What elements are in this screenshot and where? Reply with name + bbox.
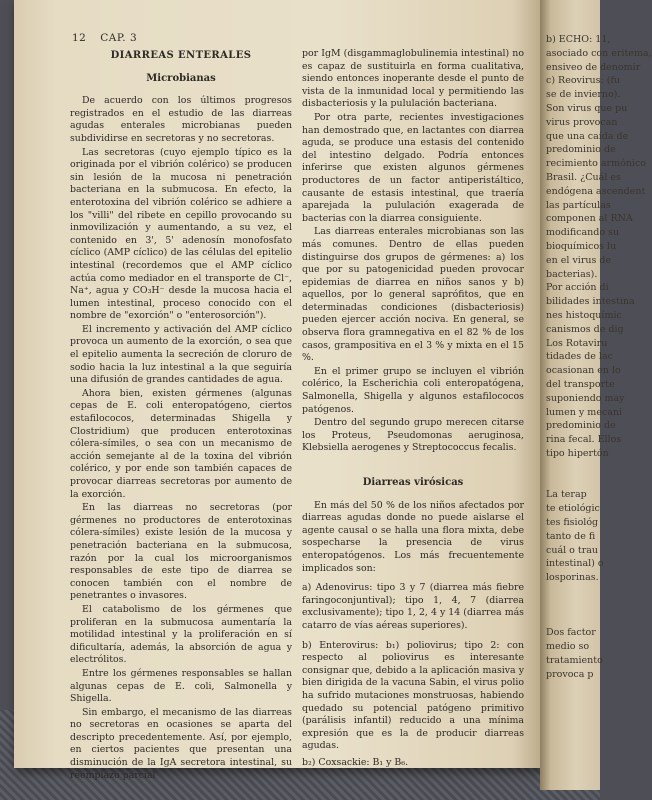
facing-page-line: Dos factor bbox=[546, 627, 596, 639]
facing-page-line: Por acción di bbox=[546, 282, 609, 294]
paragraph: En las diarreas no secretoras (por gérmenes no productores de enterotoxinas cólera-símiles) existe lesión de la mucosa y penetración bacteriana en la submucosa, razón por la cual los microorganismos responsables de este tipo de diarrea se conocen también con el nombre de penetrantes o invasores. bbox=[70, 502, 292, 602]
facing-page-line: las partículas bbox=[546, 199, 611, 211]
paragraph: En el primer grupo se incluyen el vibrión colérico, la Escherichia coli enteropatógena, Salmonella, Shigella y algunos estafilococos patógenos. bbox=[302, 365, 524, 415]
facing-page-line: medio so bbox=[546, 641, 590, 653]
paragraph: Por otra parte, recientes investigaciones han demostrado que, en lactantes con diarrea aguda, se produce una estasis del contenido del intestino delgado. Podría entonces inferirse que existen algunos gérmenes productores de un factor antiperistáltico, causante de estasis intestinal, que traería aparejada la pululación exagerada de bacterias con la diarrea consiguiente. bbox=[302, 111, 524, 224]
facing-page-line: tes fisiológ bbox=[546, 517, 599, 528]
facing-page-line: provoca p bbox=[546, 668, 594, 680]
facing-page-line: tanto de fi bbox=[546, 530, 596, 542]
facing-page-line: asociado con eritema, bbox=[546, 47, 652, 59]
facing-page-line: cuál o trau bbox=[546, 544, 599, 556]
list-item: b) Enterovirus: b₁) poliovirus; tipo 2: con respecto al poliovirus es interesante consignar que, debido a la aplicación masiva y bien dirigida de la vacuna Sabin, el virus polio ha sufrido mutaciones monstruosas, habiendo quedado su potencial patógeno primitivo (parálisis infantil) reducido a una mínima expresión que es la de producir diarreas agudas. bbox=[302, 639, 524, 752]
facing-page-line: Brasil. ¿Cuál es bbox=[546, 172, 621, 183]
facing-page-line: predominio de bbox=[546, 144, 616, 156]
facing-page-line: tidades de lac bbox=[546, 351, 613, 363]
paragraph: El incremento y activación del AMP cíclico provoca un aumento de la exorción, o sea que el epitelio aumenta la secreción de cloruro de sodio hacia la luz intestinal a la que seguiría una difusión de grandes cantidades de agua. bbox=[70, 323, 292, 386]
facing-page-line: lumen y mecani bbox=[546, 406, 623, 418]
facing-page-line: predominio de bbox=[546, 420, 616, 432]
facing-page-line: canismos de dig bbox=[546, 323, 624, 335]
facing-page-line: b) ECHO: 11, bbox=[546, 34, 611, 45]
facing-page-line: se de invierno). bbox=[546, 89, 621, 101]
facing-page-line: componen al RNA bbox=[546, 213, 633, 225]
facing-page-line: modificando su bbox=[546, 227, 620, 239]
paragraph: Dentro del segundo grupo merecen citarse los Proteus, Pseudomonas aeruginosa, Klebsiella aerogenes y Streptococcus fecalis. bbox=[302, 417, 524, 454]
paragraph: Las diarreas enterales microbianas son las más comunes. Dentro de ellas pueden distinguirse dos grupos de gérmenes: a) los que por su patogenicidad pueden provocar epidemias de diarrea en niños sanos y b) aquellos, por lo general saprófitos, que en determinadas condiciones (disbacteriosis) pueden ejercer acción nociva. En general, se observa flora gramnegativa en el 82 % de los casos, grampositiva en el 3 % y mixta en el 15 %. bbox=[302, 226, 524, 364]
paragraph: De acuerdo con los últimos progresos registrados en el estudio de las diarreas agudas enterales microbianas pueden subdividirse en secretoras y no secretoras. bbox=[70, 95, 292, 144]
paragraph: Las secretoras (cuyo ejemplo típico es la originada por el vibrión colérico) se producen sin lesión de la mucosa ni penetración bacteriana en la submucosa. En efecto, la enterotoxina del vibrión colérico se adhiere a los "villi" del ribete en cepillo provocando su inmovilización y aumentando, a su vez, el contenido en 3', 5' adenosín monofosfato cíclico (AMP cíclico) de las células del epitelio intestinal (recordemos que el AMP cíclico actúa como mediador en el transporte de Cl⁻, Na⁺, agua y CO₃H⁻ desde la mucosa hacia el lumen intestinal, proceso conocido con el nombre de "exorción" o "enterosorción"). bbox=[70, 146, 292, 322]
paragraph: Ahora bien, existen gérmenes (algunas cepas de E. coli enteropatógeno, ciertos estafilococos, determinadas Shigella y Clostridium) que producen enterotoxinas cólera-símiles, o sea con un mecanismo de acción semejante al de la toxina del vibrión colérico, y por ende son también capaces de provocar diarreas secretoras por aumento de la exorción. bbox=[70, 387, 292, 500]
facing-page-line: intestinal) o bbox=[546, 558, 604, 570]
book-page bbox=[14, 0, 544, 781]
facing-page-line: La terap bbox=[546, 489, 587, 501]
facing-page-line: del transporte bbox=[546, 379, 615, 390]
facing-page-line: nes histoquímic bbox=[546, 310, 622, 321]
left-column bbox=[70, 48, 292, 783]
section-title: DIARREAS ENTERALES bbox=[110, 50, 252, 61]
facing-page-line: bioquímicos lu bbox=[546, 241, 617, 252]
page-header bbox=[72, 32, 137, 44]
facing-page-line: losporinas. bbox=[546, 572, 599, 584]
facing-page-line: recimiento armónico bbox=[546, 158, 646, 170]
facing-page-line: virus provocan bbox=[546, 116, 618, 128]
subsection-title-virosicas: Diarreas virósicas bbox=[362, 477, 464, 488]
facing-page-line: tratamiento bbox=[546, 655, 603, 666]
facing-page-line: en el virus de bbox=[546, 254, 612, 266]
facing-page-line: endógena ascendent bbox=[546, 185, 646, 197]
facing-page-line: ensiveo de denomir bbox=[546, 61, 641, 73]
right-column bbox=[302, 48, 524, 770]
facing-page-line: Son virus que pu bbox=[546, 103, 628, 114]
facing-page-line: rina fecal. Ellos bbox=[546, 434, 622, 446]
paragraph: En más del 50 % de los niños afectados por diarreas agudas donde no puede aislarse el agente causal o se halla una flora mixta, debe sospecharse la presencia de virus enteropatógenos. Los más frecuentemente implicados son: bbox=[302, 499, 524, 574]
facing-page-line: bilidades intestina bbox=[546, 296, 635, 308]
facing-page-line: ocasionan en lo bbox=[546, 365, 621, 377]
paragraph: El catabolismo de los gérmenes que proliferan en la submucosa aumentaría la motilidad intestinal y la proliferación en sí dificultaría, además, la absorción de agua y electrólitos. bbox=[70, 603, 292, 666]
facing-page bbox=[540, 0, 652, 790]
list-item: b₂) Coxsackie: B₁ y B₆. bbox=[302, 756, 409, 768]
paragraph: por IgM (disgammaglobulinemia intestinal) no es capaz de sustituirla en forma cualitativa, siendo entonces inoperante desde el punto de vista de la inmunidad local y permitiendo las disbacteriosis y la pululación bacteriana. bbox=[302, 48, 524, 110]
subsection-title-microbianas: Microbianas bbox=[146, 72, 216, 84]
facing-page-line: que una caída de bbox=[546, 130, 629, 142]
facing-page-line: c) Reovirus: (fu bbox=[546, 75, 621, 87]
facing-page-line: te etiológic bbox=[546, 503, 600, 515]
facing-page-line: suponiendo may bbox=[546, 392, 625, 404]
paragraph: Entre los gérmenes responsables se hallan algunas cepas de E. coli, Salmonella y Shigella. bbox=[70, 667, 292, 705]
page-number: 12 bbox=[72, 32, 87, 44]
list-item: a) Adenovirus: tipo 3 y 7 (diarrea más fiebre faringoconjuntival); tipo 1, 4, 7 (diarrea exclusivamente); tipo 1, 2, 4 y 14 (diarrea más catarro de vías aéreas superiores). bbox=[302, 582, 524, 631]
chapter-label: CAP. 3 bbox=[100, 32, 138, 44]
paragraph: Sin embargo, el mecanismo de las diarreas no secretoras en ocasiones se aparta del descripto precedentemente. Así, por ejemplo, en ciertos pacientes que presentan una disminución de la IgA secretora intestinal, su reemplazo parcial bbox=[70, 706, 292, 781]
facing-page-line: Los Rotaviru bbox=[546, 337, 608, 349]
facing-page-line: bacterias). bbox=[546, 268, 598, 280]
facing-page-line: tipo hipertón bbox=[546, 448, 609, 459]
